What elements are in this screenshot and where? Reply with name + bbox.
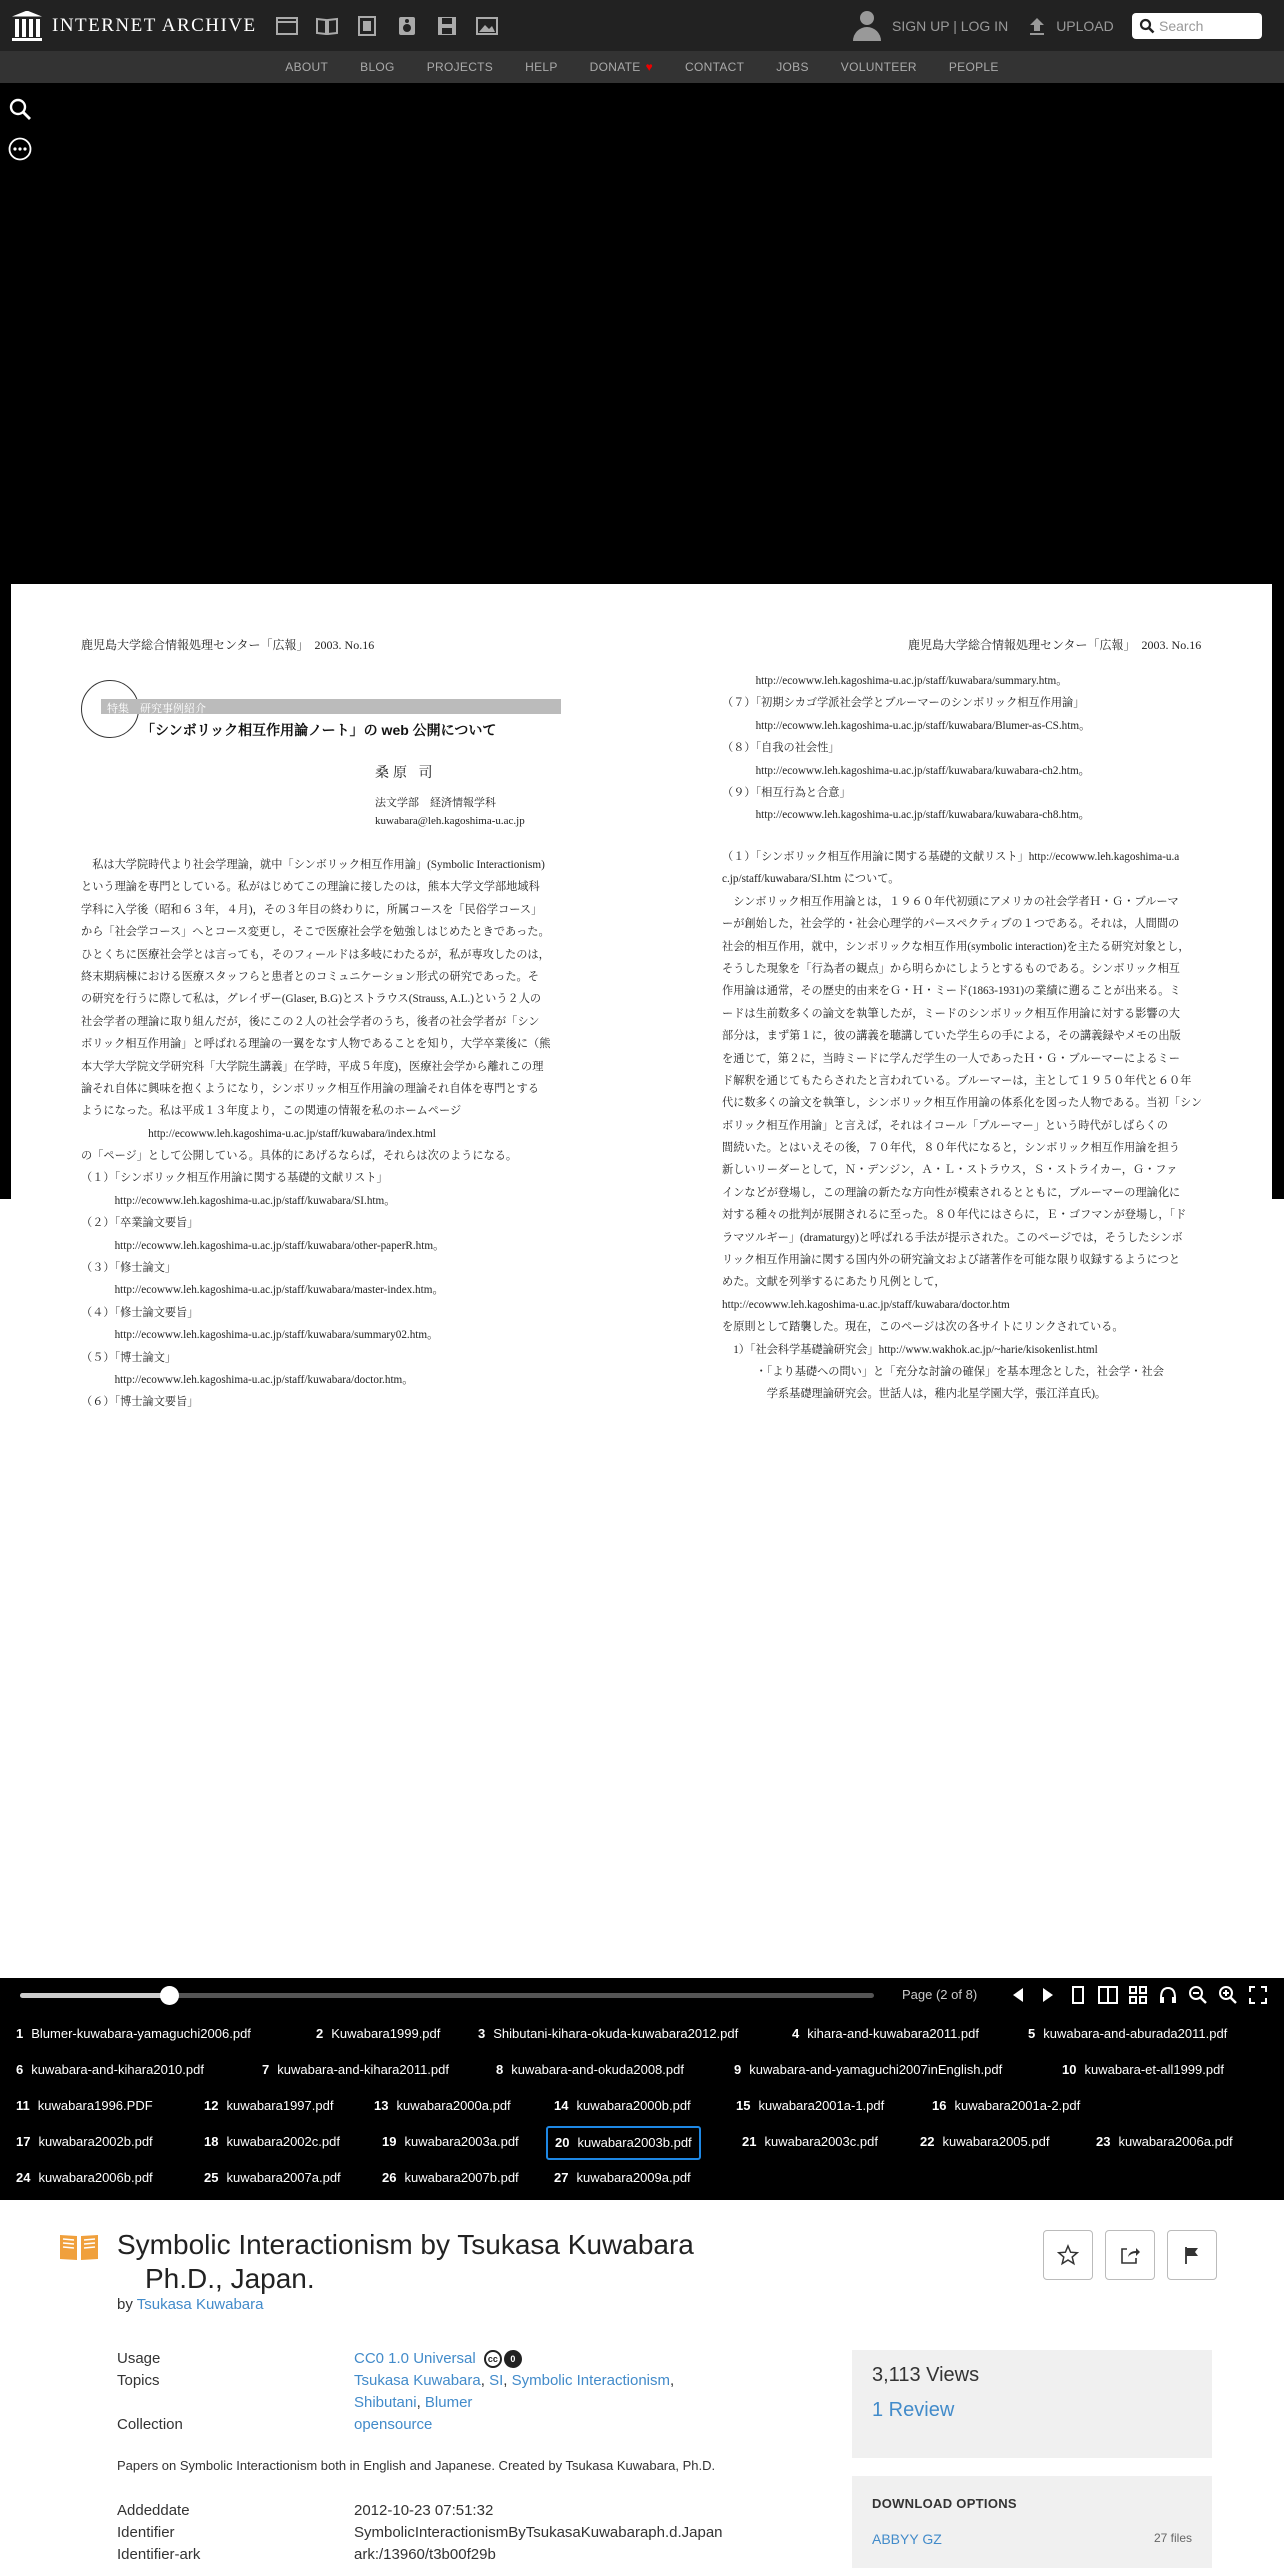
file-name: kuwabara2009a.pdf — [576, 2170, 691, 2185]
zoom-out-icon[interactable] — [1186, 1984, 1210, 2006]
logo-text: INTERNET ARCHIVE — [52, 14, 257, 36]
file-number: 17 — [16, 2134, 31, 2149]
file-number: 4 — [792, 2026, 800, 2041]
article-author: 桑原 司 — [375, 766, 437, 781]
file-name: kuwabara-and-kihara2011.pdf — [277, 2062, 449, 2077]
right-page-list — [722, 670, 1090, 827]
text-line: http://ecowww.leh.kagoshima-u.ac.jp/staff/kuwabara/kuwabara-ch2.htm。 — [722, 764, 1090, 777]
text-line: の「ページ」として公開している。具体的にあげるならば，それらは次のようになる。 — [81, 1150, 518, 1163]
file-list-item[interactable] — [196, 2090, 341, 2124]
author-link[interactable]: Tsukasa Kuwabara — [136, 2296, 264, 2313]
text-line: http://ecowww.leh.kagoshima-u.ac.jp/staff/kuwabara/doctor.htm — [722, 1298, 1010, 1311]
file-name: kihara-and-kuwabara2011.pdf — [807, 2026, 979, 2041]
text-line: c.jp/staff/kuwabara/SI.htm について。 — [722, 873, 900, 886]
affiliation-dept: 法文学部 経済情報学科 — [375, 797, 496, 809]
item-details — [0, 2200, 1284, 2568]
donate-label: DONATE — [589, 60, 641, 74]
fullscreen-icon[interactable] — [1246, 1984, 1270, 2006]
flag-icon — [1181, 2244, 1203, 2266]
text-line: http://ecowww.leh.kagoshima-u.ac.jp/staff/kuwabara/Blumer-as-CS.htm。 — [722, 719, 1091, 732]
text-line: シンボリック相互作用論とは，１９６０年代初頭にアメリカの社会学者Ｈ・Ｇ・ブルーマ — [722, 895, 1179, 908]
file-number: 15 — [736, 2098, 751, 2113]
item-metadata-extra — [117, 2500, 757, 2566]
item-stats — [852, 2350, 1212, 2458]
identifier-row — [117, 2522, 757, 2544]
text-line: http://ecowww.leh.kagoshima-u.ac.jp/staff/kuwabara/other-paperR.htm。 — [81, 1239, 445, 1252]
text-line: http://ecowww.leh.kagoshima-u.ac.jp/staff/kuwabara/doctor.htm。 — [81, 1373, 414, 1386]
topic-link[interactable]: Shibutani — [354, 2394, 417, 2411]
file-name: kuwabara1996.PDF — [37, 2098, 153, 2113]
article-title: 「シンボリック相互作用論ノート」の web 公開について — [141, 722, 497, 738]
text-line: （１）「シンボリック相互作用論に関する基礎的文献リスト」 — [81, 1172, 388, 1185]
download-options-header: DOWNLOAD OPTIONS — [872, 2496, 1017, 2511]
file-list-item[interactable] — [8, 2018, 259, 2052]
text-line: 新しいリーダーとして，Ｎ・デンジン，Ａ・Ｌ・ストラウス，Ｓ・ストライカー，Ｇ・ファ — [722, 1164, 1178, 1177]
file-name: kuwabara2006b.pdf — [38, 2170, 153, 2185]
item-title — [117, 2228, 757, 2296]
file-list-item[interactable] — [308, 2018, 448, 2052]
file-name: kuwabara2005.pdf — [942, 2134, 1050, 2149]
identifier-ark-value: ark:/13960/t3b00f29b — [354, 2546, 496, 2563]
file-list-item[interactable] — [366, 2090, 519, 2124]
file-name: kuwabara2003a.pdf — [404, 2134, 519, 2149]
text-line: の研究を行うに際して私は，グレイザー(Glaser, B.G)とストラウス(Strauss, A.L.)という２人の — [81, 993, 542, 1006]
file-number: 2 — [316, 2026, 324, 2041]
file-name: Shibutani-kihara-okuda-kuwabara2012.pdf — [493, 2026, 739, 2041]
identifier-ark-row — [117, 2544, 757, 2566]
upload-label: UPLOAD — [1056, 17, 1114, 34]
nav-link-contact[interactable]: CONTACT — [685, 60, 745, 74]
file-name: kuwabara1997.pdf — [226, 2098, 334, 2113]
file-list-item[interactable] — [1054, 2054, 1232, 2088]
page-indicator: Page (2 of 8) — [902, 1987, 978, 2002]
file-number: 13 — [374, 2098, 389, 2113]
text-line: http://ecowww.leh.kagoshima-u.ac.jp/staff/kuwabara/master-index.htm。 — [81, 1284, 444, 1297]
file-number: 21 — [742, 2134, 757, 2149]
view-count: 3,113 Views — [872, 2364, 980, 2386]
previous-page-icon[interactable] — [1006, 1984, 1030, 2006]
sign-up-log-in-link[interactable]: SIGN UP | LOG IN — [892, 17, 1009, 34]
file-list — [0, 2012, 1284, 2200]
file-number: 11 — [16, 2098, 30, 2113]
upload-icon — [1028, 16, 1046, 36]
two-page-view-icon[interactable] — [1096, 1984, 1120, 2006]
text-line: ド解釈を通じてもたらされたと言われている。ブルーマーは，主として１９５０年代と６０年 — [722, 1074, 1192, 1087]
right-running-head: 鹿児島大学総合情報処理センター「広報」 2003. No.16 — [908, 638, 1202, 652]
public-domain-zero-icon: 0 — [504, 2350, 522, 2368]
file-name: Kuwabara1999.pdf — [331, 2026, 441, 2041]
item-title-line-1: Symbolic Interactionism by Tsukasa Kuwabara — [117, 2229, 694, 2260]
text-line: ひとくちに医療社会学とは言っても，そのフィールドは多岐にわたるが，私が専攻したのは， — [81, 948, 550, 961]
scrubber-fill — [20, 1993, 169, 1998]
text-line: （２）「卒業論文要旨」 — [81, 1217, 199, 1230]
file-name: kuwabara2001a-2.pdf — [954, 2098, 1081, 2113]
file-list-item[interactable] — [8, 2054, 212, 2088]
file-number: 3 — [478, 2026, 486, 2041]
text-line: ードは生前数多くの論文を執筆したが，ミードのシンボリック相互作用論に対する影響の大 — [722, 1007, 1180, 1020]
more-options-icon[interactable] — [8, 137, 32, 161]
nav-link-people[interactable]: PEOPLE — [948, 60, 999, 74]
text-line: http://ecowww.leh.kagoshima-u.ac.jp/staff/kuwabara/index.html — [81, 1127, 436, 1140]
file-number: 16 — [932, 2098, 947, 2113]
text-line: ようになった。私は平成１３年度より，この関連の情報を私のホームページ — [81, 1105, 462, 1118]
topic-link[interactable]: SI — [489, 2372, 504, 2389]
file-number: 1 — [16, 2026, 24, 2041]
file-list-item[interactable] — [546, 2090, 699, 2124]
text-line: ーが創始した，社会学的・社会心理学的パースペクティブの１つである。それは，人間間の — [722, 918, 1180, 931]
text-line: （４）「修士論文要旨」 — [81, 1306, 199, 1319]
file-list-item[interactable] — [1020, 2018, 1235, 2052]
adddate-value: 2012-10-23 07:51:32 — [354, 2502, 494, 2519]
star-icon — [1057, 2244, 1079, 2266]
adddate-row — [117, 2500, 757, 2522]
page-scrubber[interactable] — [20, 1993, 874, 1998]
file-name: kuwabara2003c.pdf — [764, 2134, 878, 2149]
file-number: 5 — [1028, 2026, 1036, 2041]
file-list-item[interactable] — [726, 2054, 1010, 2088]
collection-link[interactable]: opensource — [354, 2416, 433, 2433]
text-line: （９）「相互行為と合意」 — [722, 786, 851, 799]
file-list-item[interactable] — [734, 2126, 886, 2160]
text-line: （３）「修士論文」 — [81, 1262, 177, 1275]
text-line: 対する種々の批判が展開されるに至った。８０年代にはさらに，Ｅ・ゴフマンが登場し，「ド — [722, 1209, 1187, 1222]
topic-link[interactable]: Tsukasa Kuwabara — [354, 2372, 481, 2389]
text-line: 終末期病棟における医療スタッフらと患者とのコミュニケーション形式の研究であった。そ — [81, 970, 539, 983]
text-line: 学系基礎理論研究会。世話人は，稚内北星学園大学，張江洋直氏)。 — [722, 1388, 1107, 1401]
text-line: 論それ自体に興味を抱くようになり，シンボリック相互作用論の理論それ自体を専門とする — [81, 1082, 539, 1095]
text-line: （５）「博士論文」 — [81, 1351, 177, 1364]
read-aloud-icon[interactable] — [1156, 1984, 1180, 2006]
right-page — [652, 584, 1272, 1478]
text-line: http://ecowww.leh.kagoshima-u.ac.jp/staff/kuwabara/summary.htm。 — [722, 675, 1068, 687]
left-page-body — [81, 854, 550, 1414]
internet-archive-logo[interactable] — [12, 11, 257, 41]
author-affiliation — [375, 794, 525, 830]
file-list-item[interactable] — [8, 2126, 161, 2160]
topics-row: Topics Tsukasa Kuwabara, SI, Symbolic Interactionism, Shibutani, Blumer — [117, 2370, 757, 2414]
reader-controls — [0, 1978, 1284, 2012]
file-list-item[interactable] — [1088, 2126, 1241, 2160]
item-byline — [117, 2296, 264, 2313]
secondary-navigation — [0, 51, 1284, 83]
texts-icon[interactable] — [315, 15, 339, 37]
text-line: そうした現象を「行為者の観点」から明らかにしようとするものである。シンボリック相互 — [722, 962, 1180, 975]
topic-link[interactable]: Blumer — [424, 2394, 473, 2411]
file-list-item[interactable] — [924, 2090, 1088, 2124]
file-list-item[interactable] — [488, 2054, 692, 2088]
file-name: kuwabara-and-okuda2008.pdf — [511, 2062, 684, 2077]
file-list-item[interactable] — [728, 2090, 892, 2124]
text-line: 社会的相互作用，就中，シンボリックな相互作用(symbolic interaction)を主たる研究対象とし， — [722, 940, 1190, 953]
file-name: kuwabara-et-all1999.pdf — [1084, 2062, 1224, 2077]
file-list-item[interactable] — [546, 2162, 699, 2196]
file-number: 26 — [382, 2170, 397, 2185]
scrubber-handle[interactable] — [160, 1986, 179, 2005]
file-list-item[interactable] — [8, 2162, 161, 2196]
search-box[interactable] — [1132, 13, 1262, 39]
archive-building-icon — [12, 11, 42, 41]
nav-link-projects[interactable]: PROJECTS — [426, 60, 494, 74]
nav-link-jobs[interactable]: JOBS — [776, 60, 809, 74]
identifier-value: SymbolicInteractionismByTsukasaKuwabaraph.d.Japan — [354, 2524, 723, 2541]
file-number: 10 — [1062, 2062, 1077, 2077]
text-line: を原則として踏襲した。現在，このページは次の各サイトにリンクされている。 — [722, 1321, 1124, 1334]
topic-link[interactable]: Symbolic Interactionism — [511, 2372, 671, 2389]
nav-link-help[interactable]: HELP — [525, 60, 558, 74]
search-icon — [1139, 18, 1155, 34]
file-number: 14 — [554, 2098, 569, 2113]
license-link[interactable]: CC0 1.0 Universal — [354, 2350, 476, 2367]
text-line: ボリック相互作用論」と呼ばれる理論の一翼をなす人物であることを知り，大学卒業後に（熊 — [81, 1038, 551, 1051]
file-list-item[interactable] — [8, 2090, 161, 2124]
text-line: 代に数多くの論文を執筆し，シンボリック相互作用論の体系化を図った人物である。当初「シン — [722, 1097, 1203, 1110]
text-line: 部分は，まず第１に，彼の講義を聴講していた学生らの手による，その講義録やメモの出版 — [722, 1030, 1181, 1043]
identifier-ark-label: Identifier-ark — [117, 2546, 201, 2563]
file-name: kuwabara-and-kihara2010.pdf — [31, 2062, 204, 2077]
creative-commons-icon: cc — [484, 2350, 502, 2368]
software-icon[interactable] — [435, 15, 459, 37]
text-line: 学科に入学後（昭和６３年，４月)，その３年目の終わりに，所属コースを「民俗学コース」 — [81, 903, 543, 916]
text-line: インなどが登場し，この理論の新たな方向性が模索されるとともに，ブルーマーの理論化に — [722, 1186, 1181, 1199]
file-number: 18 — [204, 2134, 219, 2149]
text-line: リック相互作用論に関する国内外の研究論文および諸著作を可能な限り収録するようにつと — [722, 1254, 1181, 1267]
text-line: ・「より基礎への問い」と「充分な討論の確保」を基本理念とした，社会学・社会 — [722, 1365, 1164, 1378]
file-number: 24 — [16, 2170, 31, 2185]
text-line: 1）「社会科学基礎論研究会」http://www.wakhok.ac.jp/~harie/kisokenlist.html — [722, 1343, 1098, 1356]
download-format-link[interactable]: ABBYY GZ — [872, 2531, 942, 2547]
file-list-item[interactable] — [546, 2126, 701, 2160]
search-inside-icon[interactable] — [8, 97, 32, 121]
file-number: 6 — [16, 2062, 24, 2077]
text-line: ラマツルギー」(dramaturgy)と呼ばれる手法が提示された。このページでは，そうしたシンボ — [722, 1231, 1183, 1244]
share-icon — [1119, 2244, 1141, 2266]
file-name: Blumer-kuwabara-yamaguchi2006.pdf — [31, 2026, 251, 2041]
file-name: kuwabara2000a.pdf — [396, 2098, 511, 2113]
file-name: kuwabara-and-yamaguchi2007inEnglish.pdf — [749, 2062, 1003, 2077]
file-list-item[interactable] — [912, 2126, 1057, 2160]
next-page-icon[interactable] — [1036, 1984, 1060, 2006]
zoom-in-icon[interactable] — [1216, 1984, 1240, 2006]
web-icon[interactable] — [275, 15, 299, 37]
text-line: 社会学者の理論に取り組んだが，後にこの２人の社会学者のうち，後者の社会学者が「シン — [81, 1015, 540, 1028]
file-name: kuwabara2007b.pdf — [404, 2170, 519, 2185]
identifier-label: Identifier — [117, 2524, 175, 2541]
file-name: kuwabara2001a-1.pdf — [758, 2098, 885, 2113]
file-number: 12 — [204, 2098, 219, 2113]
text-line: http://ecowww.leh.kagoshima-u.ac.jp/staff/kuwabara/summary02.htm。 — [81, 1329, 439, 1342]
nav-link-about[interactable]: ABOUT — [285, 60, 329, 74]
heart-icon: ♥ — [645, 60, 654, 74]
text-line: （１）「シンボリック相互作用論に関する基礎的文献リスト」http://ecowww.leh.kagoshima-u.a — [722, 851, 1180, 863]
nav-link-volunteer[interactable]: VOLUNTEER — [840, 60, 917, 74]
text-line: http://ecowww.leh.kagoshima-u.ac.jp/staff/kuwabara/kuwabara-ch8.htm。 — [722, 809, 1090, 822]
file-number: 8 — [496, 2062, 504, 2077]
file-list-item[interactable] — [374, 2162, 527, 2196]
text-line: ボリック相互作用論」と言えば，それはイコール「ブルーマー」という時代がしばらくの — [722, 1119, 1168, 1132]
file-list-item[interactable] — [196, 2162, 349, 2196]
search-input[interactable] — [1159, 18, 1255, 34]
item-title-suffix: Ph.D., Japan. — [145, 2263, 315, 2294]
item-description: Papers on Symbolic Interactionism both in English and Japanese. Created by Tsukasa Kuwabara, Ph.D. — [117, 2458, 716, 2473]
file-list-item[interactable] — [254, 2054, 457, 2088]
file-number: 7 — [262, 2062, 270, 2077]
images-icon[interactable] — [475, 15, 499, 37]
file-name: kuwabara2007a.pdf — [226, 2170, 341, 2185]
topics-label: Topics — [117, 2372, 160, 2389]
text-line: めた。文献を列挙するにあたり凡例として， — [722, 1276, 946, 1289]
collection-label: Collection — [117, 2416, 183, 2433]
file-list-item[interactable] — [374, 2126, 527, 2160]
top-navigation-bar — [0, 0, 1284, 51]
item-metadata — [117, 2348, 757, 2436]
file-name: kuwabara2006a.pdf — [1118, 2134, 1233, 2149]
one-page-view-icon[interactable] — [1066, 1984, 1090, 2006]
file-number: 27 — [554, 2170, 569, 2185]
text-line: 本大学大学院文学研究科「大学院生講義」在学時，平成５年度)，医療社会学から離れこの理 — [81, 1060, 544, 1073]
file-name: kuwabara-and-aburada2011.pdf — [1043, 2026, 1228, 2041]
audio-icon[interactable] — [395, 15, 419, 37]
nav-link-donate[interactable] — [590, 60, 653, 74]
usage-row — [117, 2348, 757, 2370]
file-list-item[interactable] — [196, 2126, 348, 2160]
nav-link-blog[interactable]: BLOG — [360, 60, 395, 74]
user-avatar-icon[interactable] — [852, 9, 882, 43]
cc-license-icons — [484, 2350, 522, 2368]
file-number: 25 — [204, 2170, 219, 2185]
book-page-spread[interactable] — [11, 584, 1272, 1478]
text-line: から「社会学コース」へとコース変更し，そこで医療社会学を勉強しはじめたときであった。 — [81, 926, 550, 939]
video-icon[interactable] — [355, 15, 379, 37]
affiliation-email: kuwabara@leh.kagoshima-u.ac.jp — [375, 815, 525, 827]
text-line: という理論を専門としている。私がはじめてこの理論に接したのは，熊本大学文学部地域科 — [81, 881, 540, 894]
text-line: （６）「博士論文要旨」 — [81, 1396, 199, 1409]
adddate-label: Addeddate — [117, 2502, 190, 2519]
download-row — [872, 2531, 1192, 2547]
texts-book-icon — [58, 2232, 100, 2262]
right-page-body — [722, 846, 1202, 1406]
collection-row — [117, 2414, 757, 2436]
feature-tag: 特集 研究事例紹介 — [107, 703, 206, 715]
upload-button[interactable] — [1028, 16, 1114, 36]
file-list-item[interactable] — [784, 2018, 987, 2052]
thumbnail-view-icon[interactable] — [1126, 1984, 1150, 2006]
left-page — [11, 584, 631, 1478]
text-line: 作用論は通常，その歴史的由来をＧ・Ｈ・ミード(1863-1931)の業績に遡ることが出来る。ミ — [722, 985, 1181, 998]
file-name: kuwabara2003b.pdf — [577, 2135, 692, 2150]
download-file-count: 27 files — [1153, 2531, 1192, 2545]
text-line: 間続いた。とはいえその後，７０年代，８０年代になると，シンボリック相互作用論を担う — [722, 1142, 1180, 1155]
file-number: 19 — [382, 2134, 397, 2149]
file-number: 9 — [734, 2062, 742, 2077]
file-list-item[interactable] — [470, 2018, 746, 2052]
left-running-head: 鹿児島大学総合情報処理センター「広報」 2003. No.16 — [81, 638, 375, 652]
text-line: （８）「自我の社会性」 — [722, 742, 840, 755]
file-name: kuwabara2000b.pdf — [576, 2098, 691, 2113]
flag-button[interactable] — [1167, 2230, 1217, 2280]
text-line: http://ecowww.leh.kagoshima-u.ac.jp/staff/kuwabara/SI.htm。 — [81, 1194, 396, 1207]
share-button[interactable] — [1105, 2230, 1155, 2280]
text-line: を通じて，第２に，当時ミードに学んだ学生の一人であったＨ・Ｇ・ブルーマーによるミー — [722, 1052, 1180, 1065]
text-line: 私は大学院時代より社会学理論，就中「シンボリック相互作用論」(Symbolic Interactionism) — [81, 859, 545, 871]
item-title-line-2 — [117, 2262, 757, 2296]
usage-label: Usage — [117, 2350, 161, 2367]
by-label: by — [117, 2296, 133, 2313]
reviews-link[interactable]: 1 Review — [872, 2399, 955, 2421]
text-line: （７）「初期シカゴ学派社会学とブルーマーのシンボリック相互作用論」 — [722, 697, 1085, 710]
download-options — [852, 2476, 1212, 2568]
favorite-button[interactable] — [1043, 2230, 1093, 2280]
file-number: 20 — [555, 2135, 570, 2150]
file-name: kuwabara2002c.pdf — [226, 2134, 340, 2149]
file-number: 22 — [920, 2134, 935, 2149]
file-name: kuwabara2002b.pdf — [38, 2134, 153, 2149]
file-number: 23 — [1096, 2134, 1111, 2149]
